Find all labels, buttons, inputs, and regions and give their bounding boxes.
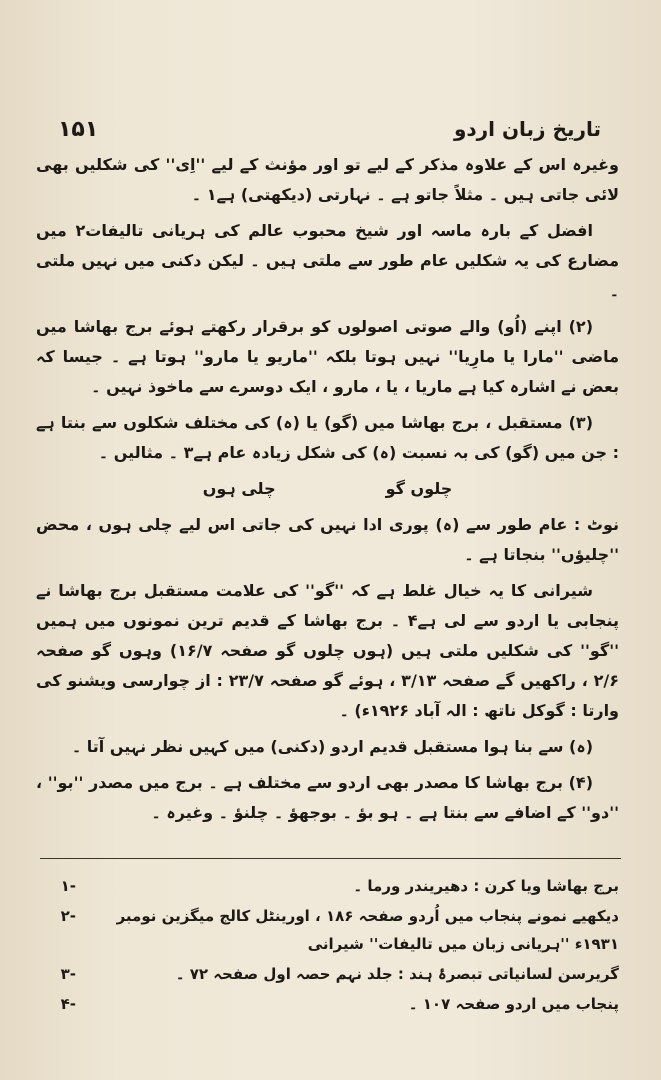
footnote-text: دیکھیے نمونے پنجاب میں اُردو صفحہ ۱۸۶ ، اورینٹل کالج میگزین نومبر ۱۹۳۱ء ''ہریانی زبان میں تالیفات'' شیرانی: [116, 907, 619, 953]
footnote-number: -۲: [60, 907, 76, 925]
page-number: ۱۵۱: [58, 116, 99, 142]
example-list: [36, 474, 619, 504]
page-body: [36, 150, 619, 834]
footnote-divider: [40, 858, 621, 859]
paragraph: (۳) مستقبل ، برج بھاشا میں (گو) یا (ہ) کی مختلف شکلوں سے بنتا ہے : جن میں (گو) کی بہ نسبت (ہ) کی شکل زیادہ عام ہے۳ ۔ مثالیں ۔: [36, 413, 619, 462]
footnotes: [40, 872, 619, 1020]
running-title: تاریخ زبان اردو: [453, 117, 601, 141]
footnote-number: -۳: [60, 965, 76, 983]
paragraph: افضل کے بارہ ماسہ اور شیخ محبوب عالم کی ہریانی تالیفات۲ میں مضارع کی یہ شکلیں عام طور سے ملتی ہیں ۔ لیکن دکنی میں نہیں ملتی ۔: [36, 221, 619, 300]
footnote-number: -۱: [60, 877, 76, 895]
note-paragraph: نوٹ : عام طور سے (ہ) پوری ادا نہیں کی جاتی اس لیے چلی ہوں ، محض ''چلیؤں'' بنجاتا ہے ۔: [36, 515, 619, 564]
paragraph: (ہ) سے بنا ہوا مستقبل قدیم اردو (دکنی) میں کہیں نظر نہیں آتا ۔: [71, 737, 593, 756]
paragraph: شیرانی کا یہ خیال غلط ہے کہ ''گو'' کی علامت مستقبل برج بھاشا نے پنجابی یا اردو سے لی ہے۴ ۔ برج بھاشا کے قدیم ترین نمونوں میں ہمیں ''گو'' کی شکلیں ملتی ہیں (ہوں چلوں گو صفحہ ۱۶/۷) وہوں گو صفحہ ۲/۶ ، راکھیں گے صفحہ ۳/۱۳ ، ہوئے گو صفحہ ۲۳/۷ : از چوارسی ویشنو کی وارتا : گوکل ناتھ : الہ آباد ۱۹۲۶ء) ۔: [36, 581, 620, 720]
paragraph: (۲) اپنے (اُو) والے صوتی اصولوں کو برقرار رکھتے ہوئے برج بھاشا میں ماضی ''مارا یا مارِیا'' نہیں ہوتا بلکہ ''ماریو یا مارو'' ہوتا ہے ۔ جیسا کہ بعض نے اشارہ کیا ہے ماریا ، یا ، مارو ، ایک دوسرے سے ماخوذ نہیں ۔: [36, 317, 619, 396]
footnote-text: پنجاب میں اردو صفحہ ۱۰۷ ۔: [408, 995, 619, 1013]
paragraph: وغیرہ اس کے علاوہ مذکر کے لیے تو اور مؤنث کے لیے ''اِی'' کی شکلیں بھی لائی جاتی ہیں ۔ مثلاً جاتو ہے ۔ نہارتی (دیکھتی) ہے۱ ۔: [36, 155, 619, 204]
footnote-text: گریرسن لسانیاتی تبصرۂ ہند : جلد نہم حصہ اول صفحہ ۷۲ ۔: [175, 965, 619, 983]
footnote: [40, 990, 619, 1018]
footnote: [40, 960, 619, 988]
page-header: [58, 112, 601, 146]
footnote-number: -۴: [60, 995, 76, 1013]
footnote-text: برج بھاشا ویا کرن : دھیریندر ورما ۔: [353, 877, 619, 895]
footnote: [40, 872, 619, 900]
footnote: [40, 902, 619, 958]
paragraph: (۴) برج بھاشا کا مصدر بھی اردو سے مختلف ہے ۔ برج میں مصدر ''بو'' ، ''دو'' کے اضافے سے بنتا ہے ۔ ہو بؤ ۔ بوجھؤ ۔ چلنؤ ۔ وغیرہ ۔: [36, 773, 619, 822]
example-item: چلی ہوں: [202, 479, 276, 498]
example-item: چلوں گو: [385, 479, 453, 498]
